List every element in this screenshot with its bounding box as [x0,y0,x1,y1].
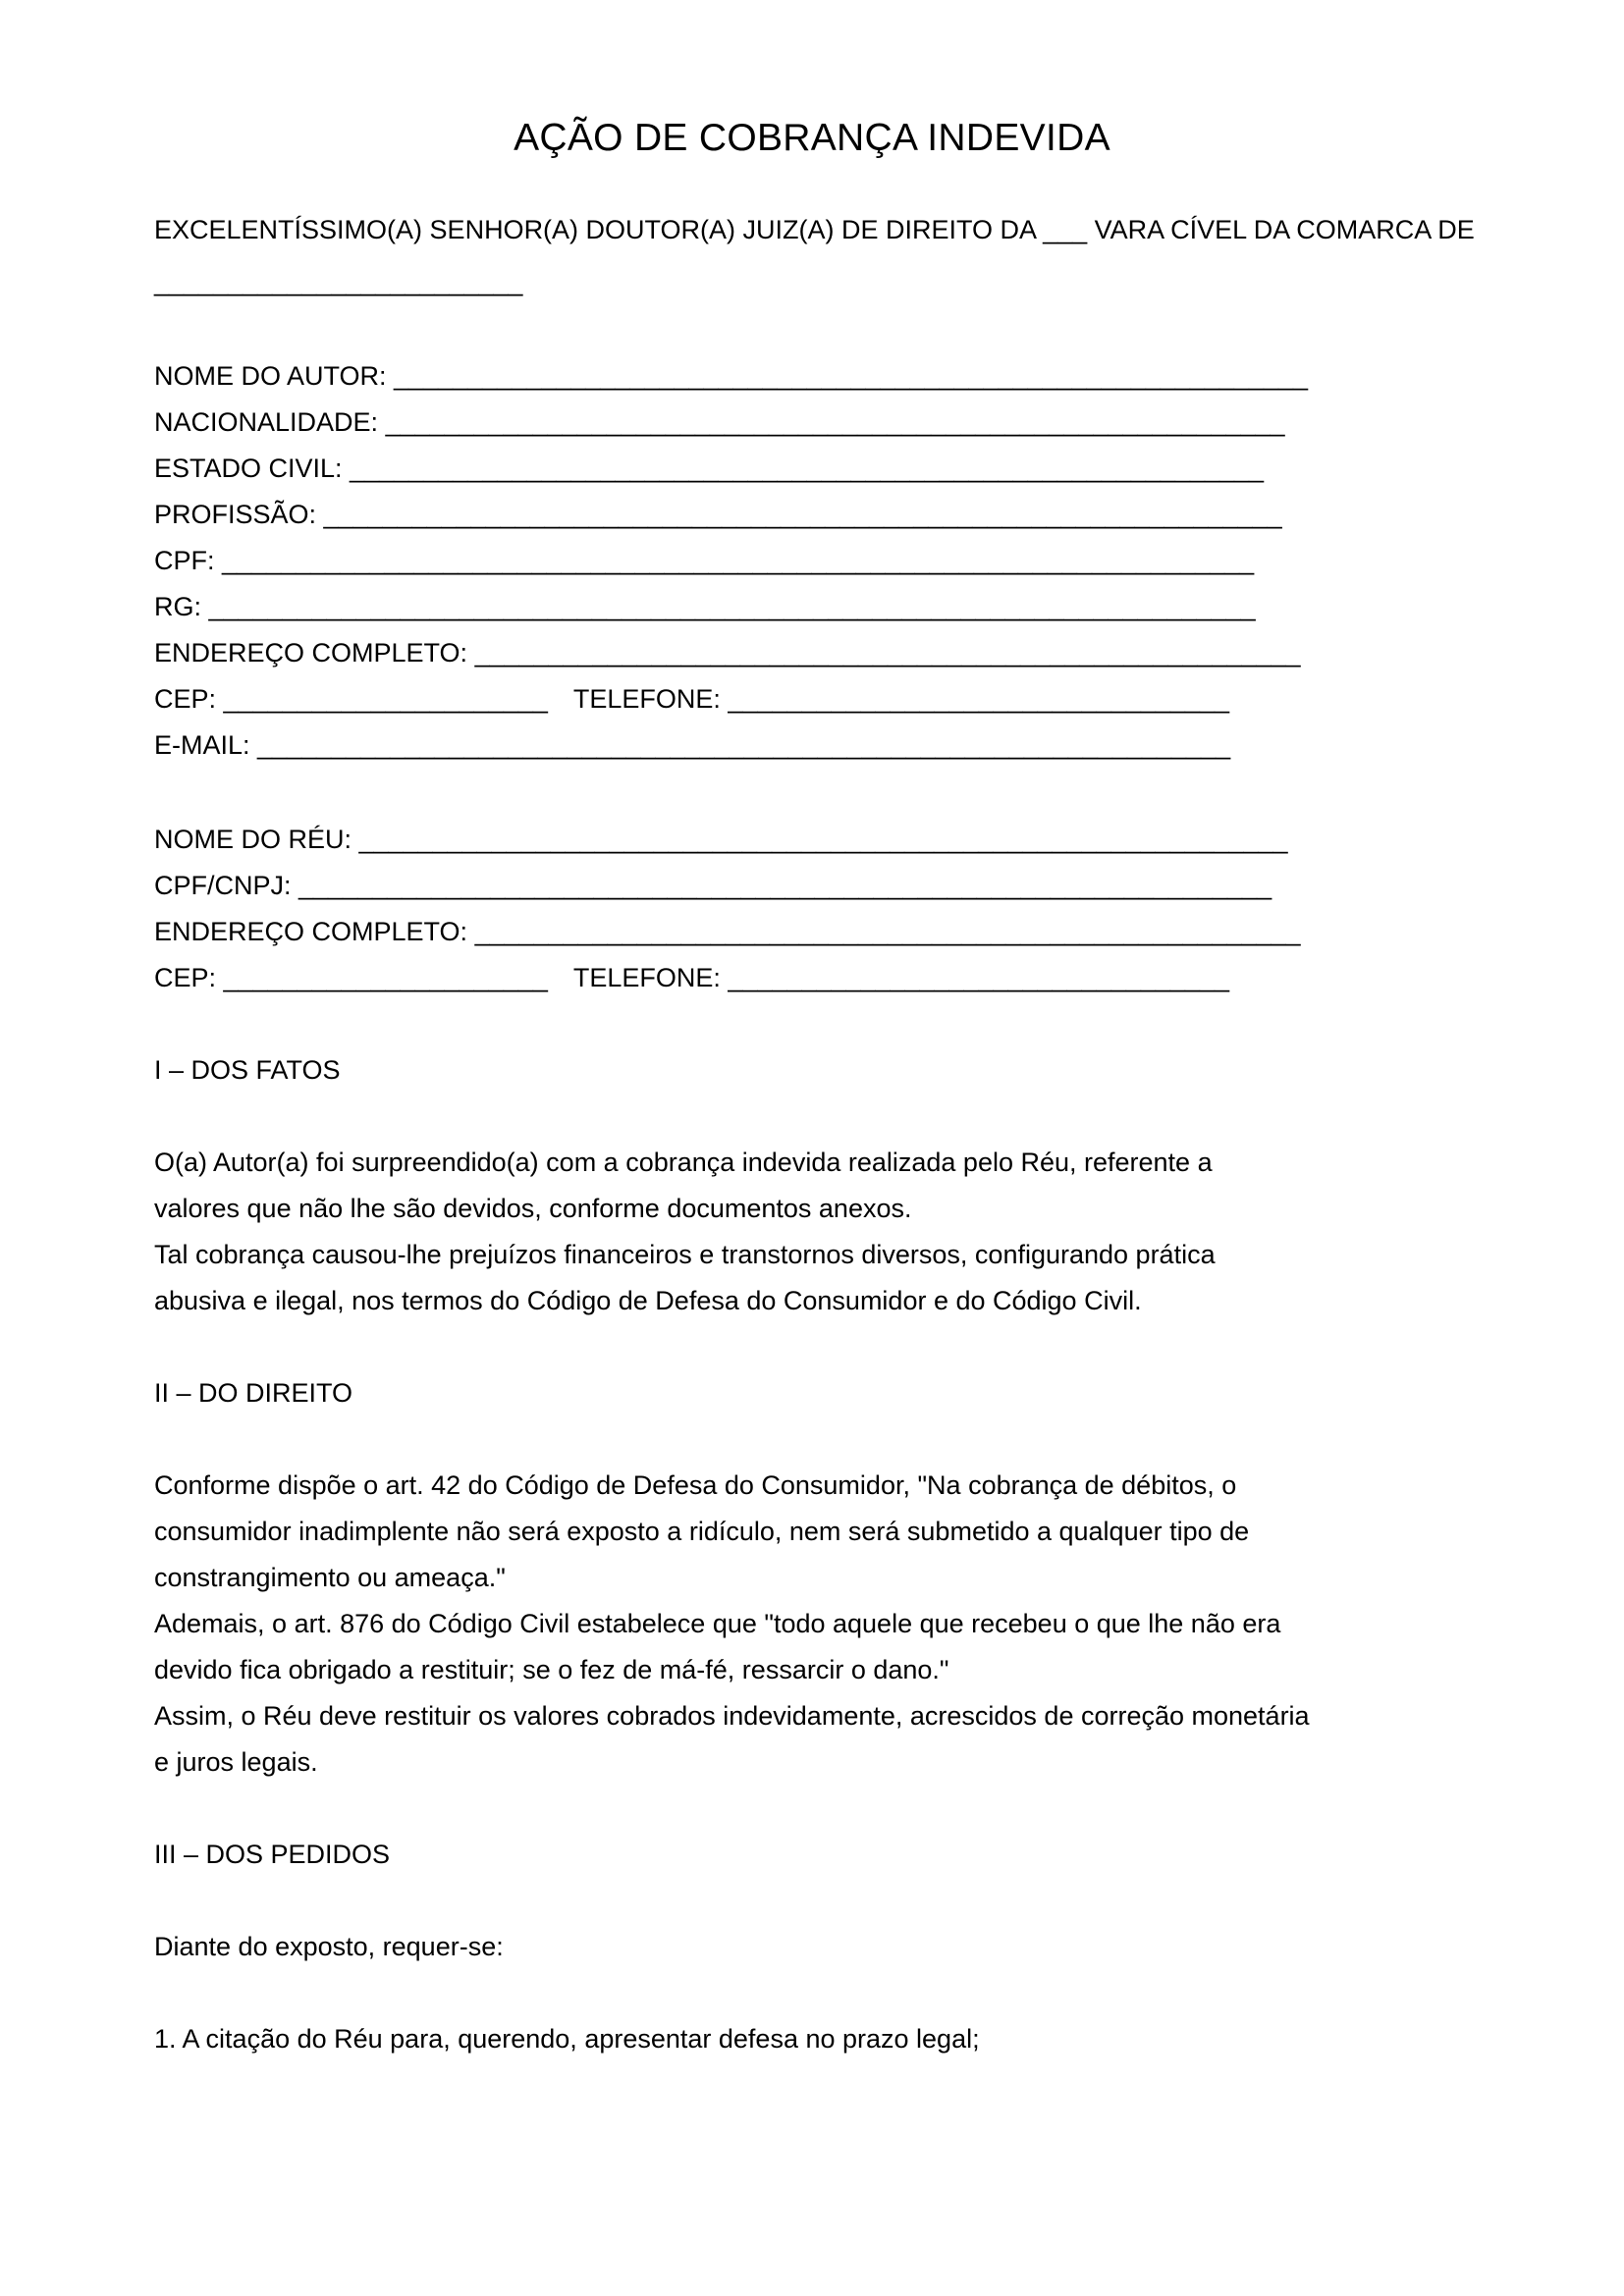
defendant-fields-block [154,817,1531,1001]
paragraph-line: consumidor inadimplente não será exposto a ridículo, nem será submetido a qualquer tipo de [154,1517,1250,1546]
document-title: AÇÃO DE COBRANÇA INDEVIDA [514,117,1110,159]
field-label: CPF/CNPJ: [154,871,299,900]
field-blank-line: ______________________________________________________________ [394,361,1309,391]
field-label: CPF: [154,546,223,575]
section-dos-fatos [154,1047,1531,1324]
field-label: TELEFONE: [572,963,729,992]
field-blank-line: __________________________________ [728,963,1229,992]
field-row-profession [154,492,1531,538]
paragraph-line: Assim, o Réu deve restituir os valores cobrados indevidamente, acrescidos de correção monetária [154,1701,1310,1731]
paragraph-line: devido fica obrigado a restituir; se o fez de má-fé, ressarcir o dano." [154,1655,949,1684]
author-fields-block [154,353,1531,769]
field-row-defendant-name [154,817,1531,863]
paragraph-line: abusiva e ilegal, nos termos do Código de Defesa do Consumidor e do Código Civil. [154,1286,1142,1315]
field-label: PROFISSÃO: [154,500,324,529]
paragraph-line: valores que não lhe são devidos, conforme documentos anexos. [154,1194,912,1223]
section-paragraph [154,1140,1531,1324]
paragraph-line: Diante do exposto, requer-se: [154,1932,504,1961]
field-row-address [154,909,1531,955]
paragraph-line: Conforme dispõe o art. 42 do Código de Defesa do Consumidor, "Na cobrança de débitos, o [154,1470,1237,1500]
field-label: ENDEREÇO COMPLETO: [154,638,475,667]
field-row-rg [154,584,1531,630]
field-blank-line: _________________________________________________________________ [323,500,1282,529]
section-do-direito [154,1370,1531,1786]
section-paragraph [154,1463,1531,1786]
field-row-marital-status [154,446,1531,492]
court-heading-line: EXCELENTÍSSIMO(A) SENHOR(A) DOUTOR(A) JUIZ(A) DE DIREITO DA ___ VARA CÍVEL DA COMARCA DE [154,215,1475,244]
field-label: E-MAIL: [154,730,258,760]
paragraph-line: constrangimento ou ameaça." [154,1563,506,1592]
paragraph-line: Tal cobrança causou-lhe prejuízos financeiros e transtornos diversos, configurando prática [154,1240,1216,1269]
field-blank-line: __________________________________________________________________ [257,730,1231,760]
field-blank-line: ______________________ [223,684,548,714]
field-label: NACIONALIDADE: [154,407,386,437]
petition-item-1 [154,2016,1531,2062]
field-label: RG: [154,592,209,621]
field-row-cep-telefone [154,676,1531,722]
field-label: CEP: [154,963,224,992]
section-heading: II – DO DIREITO [154,1378,353,1408]
field-row-author-name [154,353,1531,400]
field-blank-line: ______________________________________________________________________ [222,546,1255,575]
field-label: NOME DO AUTOR: [154,361,395,391]
field-blank-line: _______________________________________________________________________ [208,592,1256,621]
field-blank-line: ________________________________________________________ [474,638,1301,667]
field-row-email [154,722,1531,769]
field-label: ENDEREÇO COMPLETO: [154,917,475,946]
document-content [0,204,1624,2062]
field-row-cpf [154,538,1531,584]
field-blank-line: ______________________ [223,963,548,992]
field-row-nationality [154,400,1531,446]
paragraph-line: 1. A citação do Réu para, querendo, apresentar defesa no prazo legal; [154,2024,980,2054]
field-blank-line: _______________________________________________________________ [358,825,1288,854]
paragraph-line: e juros legais. [154,1747,318,1777]
field-label: TELEFONE: [572,684,729,714]
field-blank-line: ______________________________________________________________ [350,454,1265,483]
field-blank-line: _____________________________________________________________ [385,407,1285,437]
field-label: CEP: [154,684,224,714]
section-paragraph [154,1924,1531,1970]
section-heading: I – DOS FATOS [154,1055,341,1085]
paragraph-line: Ademais, o art. 876 do Código Civil estabelece que "todo aquele que recebeu o que lhe não era [154,1609,1281,1638]
field-label: ESTADO CIVIL: [154,454,351,483]
paragraph-line: O(a) Autor(a) foi surpreendido(a) com a cobrança indevida realizada pelo Réu, referente a [154,1148,1213,1177]
field-row-cpf-cnpj [154,863,1531,909]
court-heading-blank-line: _________________________ [154,267,523,296]
field-label: NOME DO RÉU: [154,825,359,854]
field-blank-line: ________________________________________________________ [474,917,1301,946]
field-blank-line: __________________________________________________________________ [298,871,1272,900]
field-row-address [154,630,1531,676]
section-heading: III – DOS PEDIDOS [154,1840,391,1869]
section-dos-pedidos [154,1832,1531,2062]
field-blank-line: __________________________________ [728,684,1229,714]
court-heading [154,204,1531,308]
field-row-cep-telefone [154,955,1531,1001]
